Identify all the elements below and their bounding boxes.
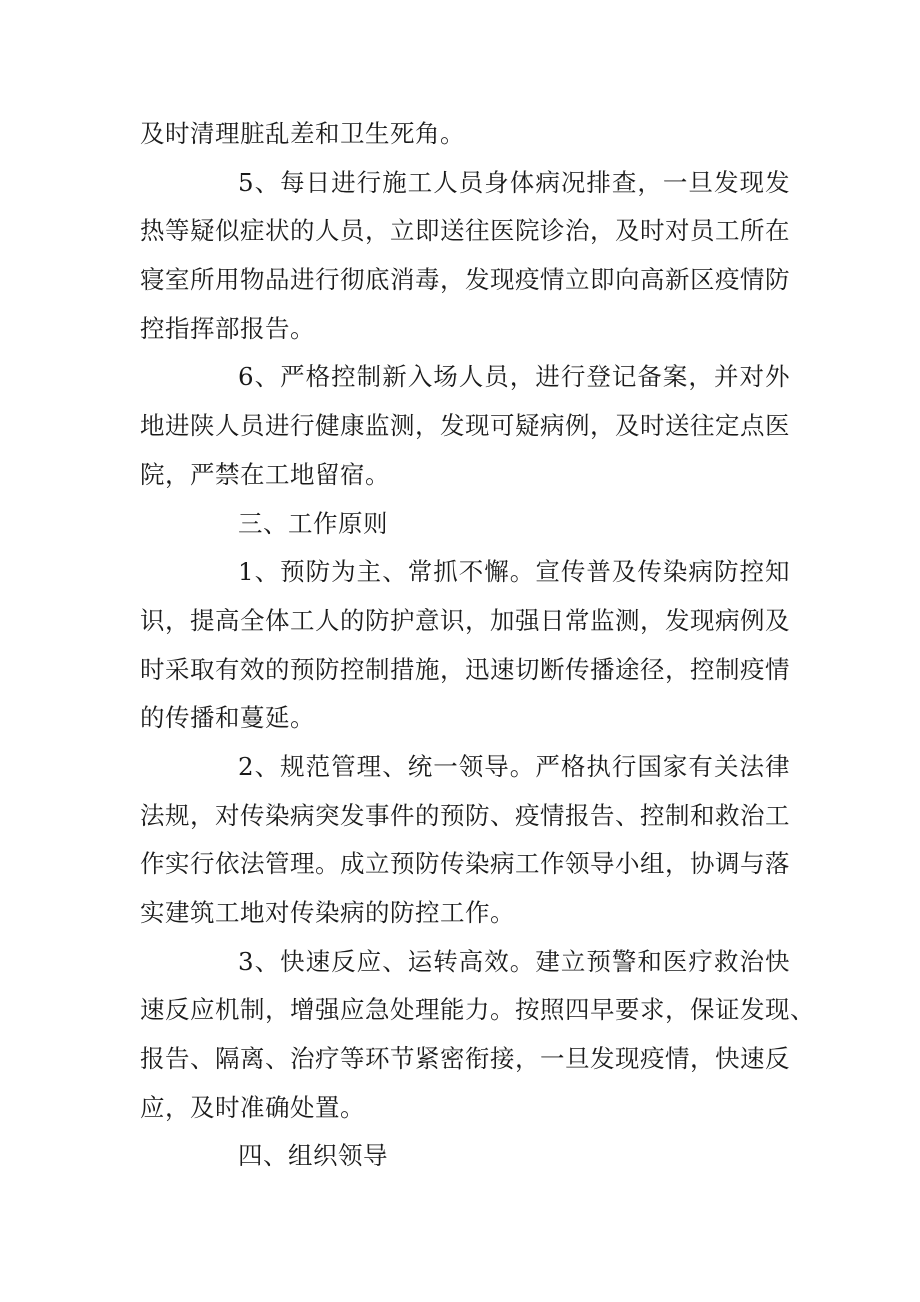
text-line: 三、工作原则 [238, 508, 388, 538]
text-line: 实建筑工地对传染病的防控工作。 [140, 898, 515, 927]
document-page [140, 110, 815, 1181]
text-line: 识，提高全体工人的防护意识，加强日常监测，发现病例及 [140, 605, 790, 635]
text-line: 速反应机制，增强应急处理能力。按照四早要求，保证发现、 [140, 995, 815, 1025]
text-line: 作实行依法管理。成立预防传染病工作领导小组，协调与落 [140, 849, 790, 879]
text-line: 5、每日进行施工人员身体病况排查，一旦发现发 [238, 167, 790, 197]
text-line: 控指挥部报告。 [140, 313, 315, 343]
text-line: 时采取有效的预防控制措施，迅速切断传播途径，控制疫情 [140, 654, 790, 684]
text-line: 2、规范管理、统一领导。严格执行国家有关法律 [238, 751, 790, 781]
text-line: 应，及时准确处置。 [140, 1092, 365, 1122]
text-line: 四、组织领导 [238, 1141, 388, 1171]
text-line: 报告、隔离、治疗等环节紧密衔接，一旦发现疫情，快速反 [140, 1044, 790, 1074]
text-line: 及时清理脏乱差和卫生死角。 [140, 119, 465, 148]
text-line: 地进陕人员进行健康监测，发现可疑病例，及时送往定点医 [140, 411, 790, 441]
text-line: 6、严格控制新入场人员，进行登记备案，并对外 [238, 362, 790, 392]
text-line: 1、预防为主、常抓不懈。宣传普及传染病防控知 [238, 557, 790, 587]
text-line: 寝室所用物品进行彻底消毒，发现疫情立即向高新区疫情防 [140, 265, 790, 295]
text-line: 3、快速反应、运转高效。建立预警和医疗救治快 [238, 946, 790, 976]
text-line: 的传播和蔓延。 [140, 703, 315, 733]
text-line: 热等疑似症状的人员，立即送往医院诊治，及时对员工所在 [140, 216, 790, 246]
text-line: 法规，对传染病突发事件的预防、疫情报告、控制和救治工 [140, 800, 790, 830]
text-line: 院，严禁在工地留宿。 [140, 459, 390, 489]
